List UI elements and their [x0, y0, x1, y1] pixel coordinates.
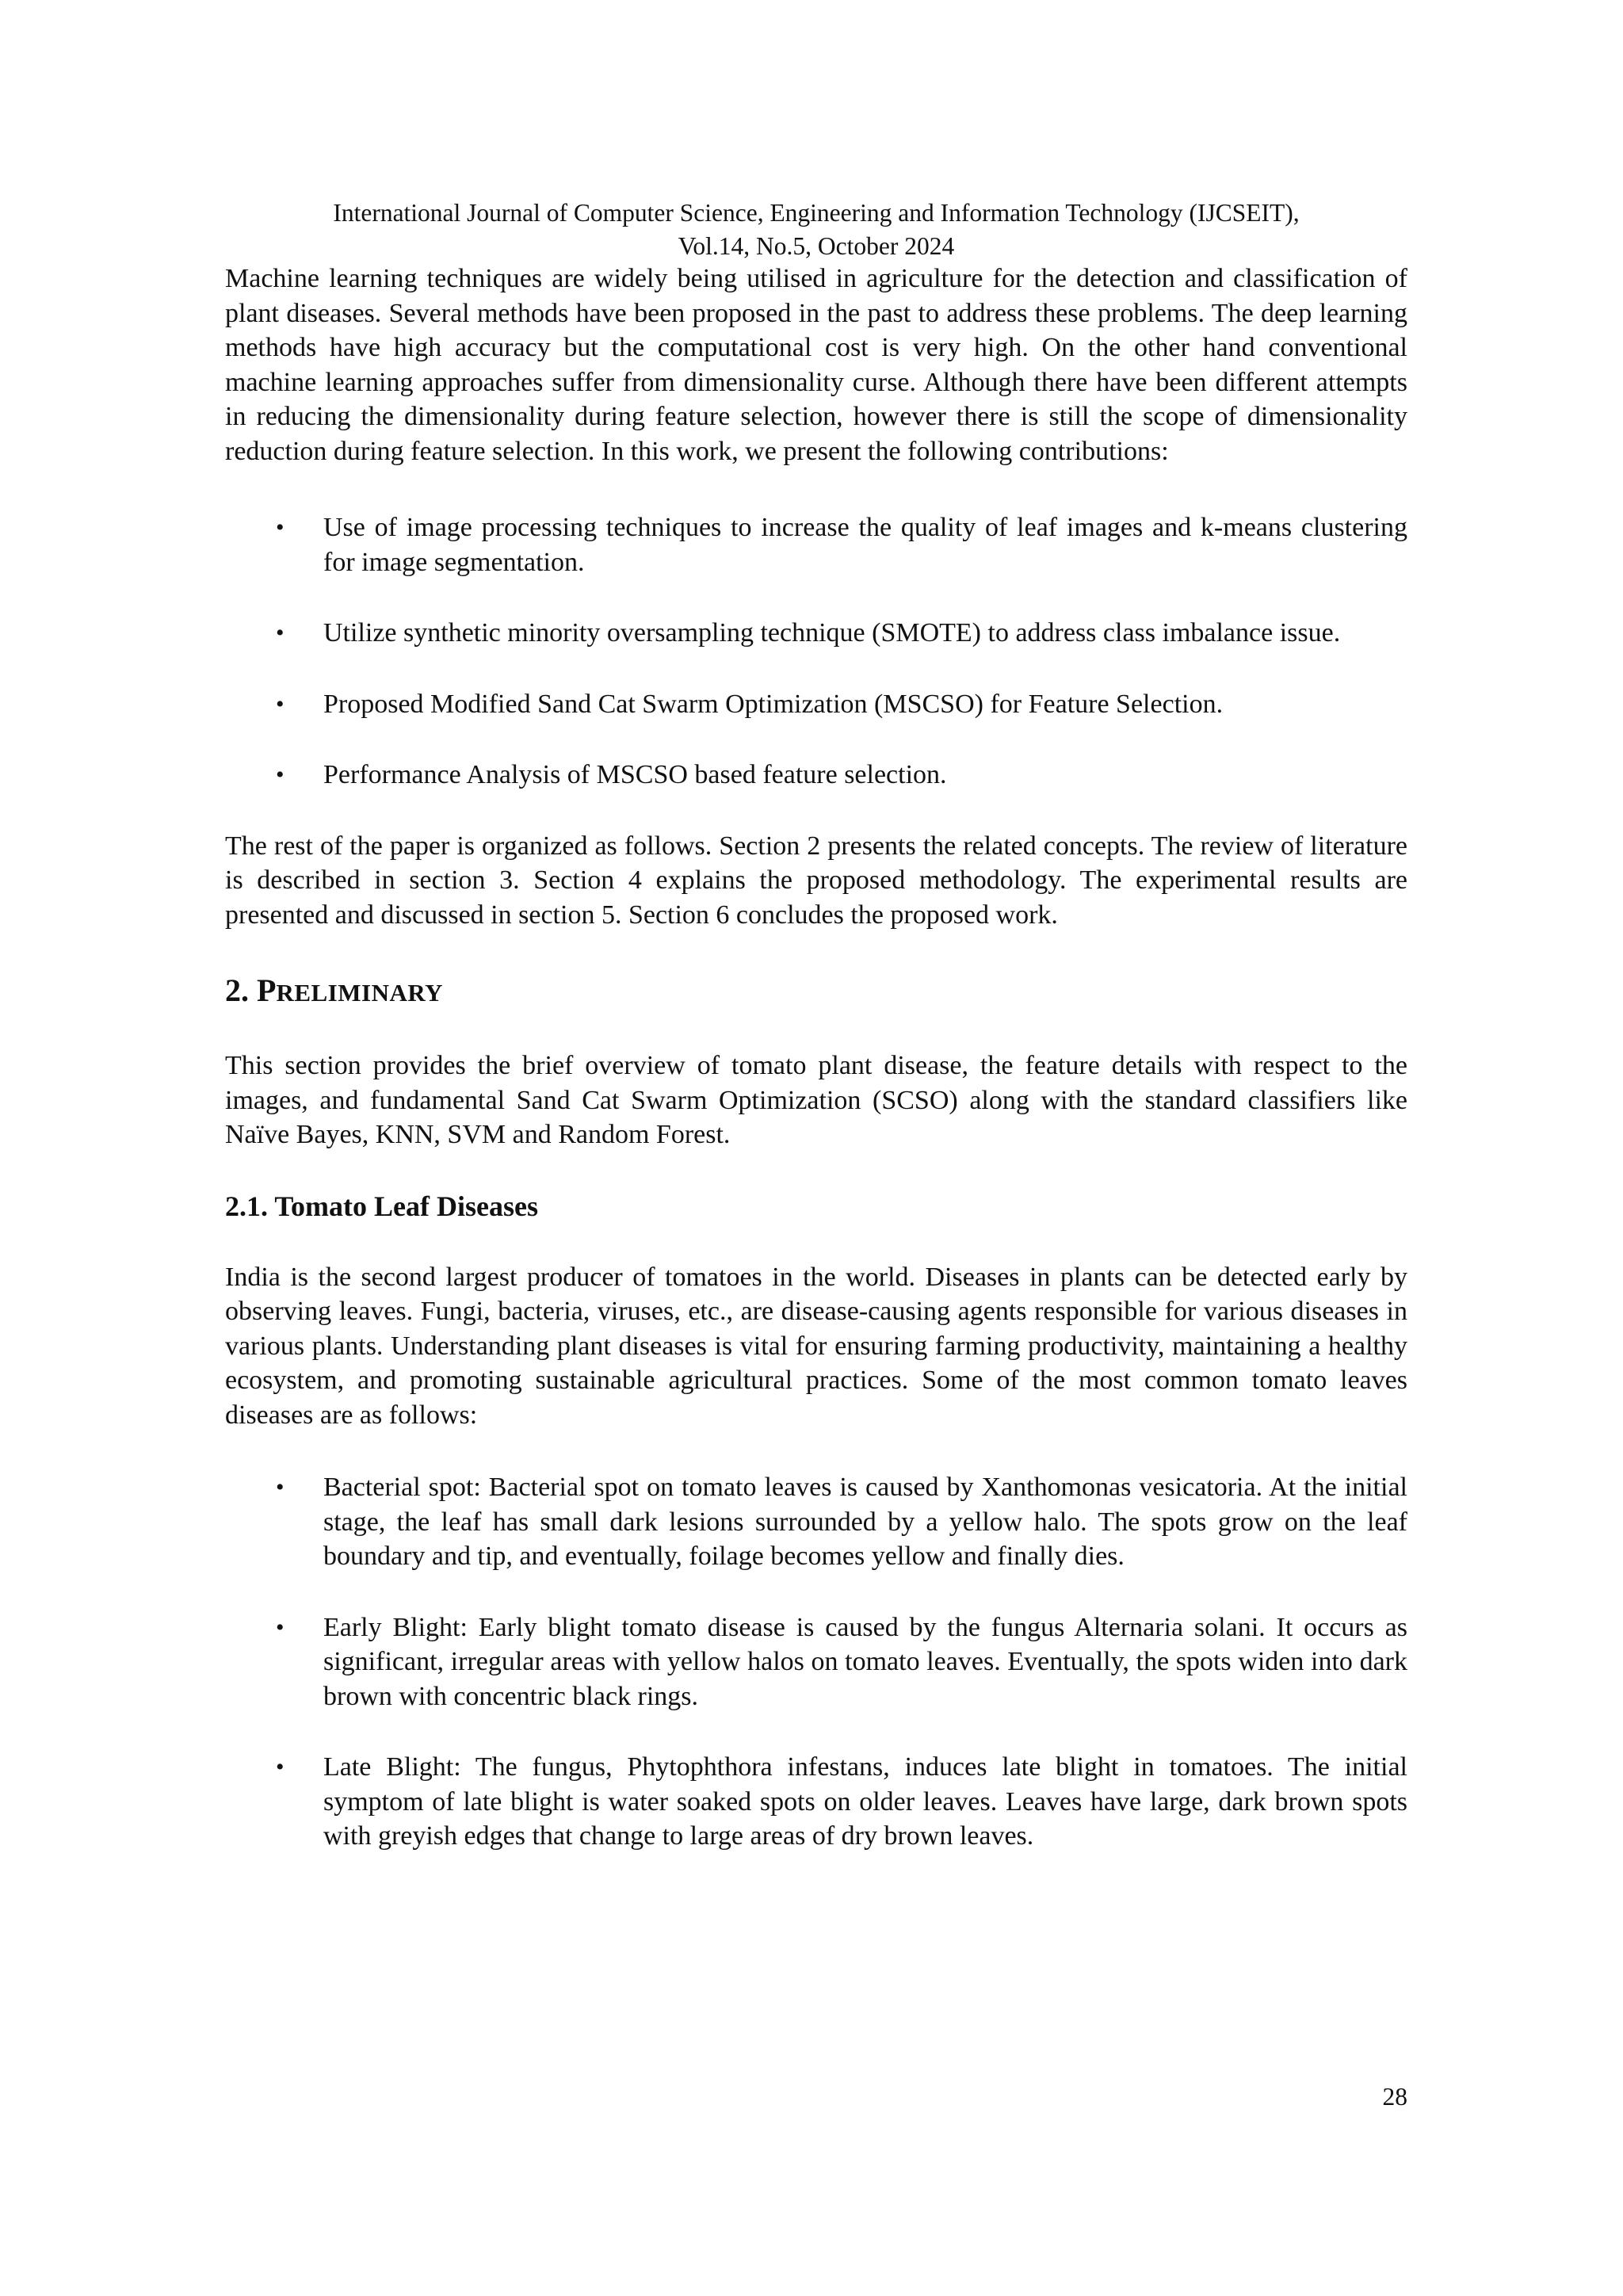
list-item-text: Early Blight: Early blight tomato disease is caused by the fungus Alternaria solani. It occurs as significant, irregular areas with yellow halos on tomato leaves. Eventually, the spots widen into dark brown with concentric black rings.: [323, 1612, 1407, 1711]
bullet-icon: •: [276, 762, 285, 788]
list-item: [225, 687, 1407, 722]
section-heading: [225, 972, 1407, 1012]
journal-volume-line: Vol.14, No.5, October 2024: [678, 232, 955, 260]
list-item-text: Utilize synthetic minority oversampling technique (SMOTE) to address class imbalance issue.: [323, 618, 1341, 648]
bullet-icon: •: [276, 690, 285, 717]
list-item-text: Late Blight: The fungus, Phytophthora infestans, induces late blight in tomatoes. The initial symptom of late blight is water soaked spots on older leaves. Leaves have large, dark brown spots with greyish edges that change to large areas of dry brown leaves.: [323, 1752, 1407, 1851]
bullet-icon: •: [276, 1754, 285, 1780]
organization-paragraph: The rest of the paper is organized as follows. Section 2 presents the related concepts. The review of literature is described in section 3. Section 4 explains the proposed methodology. The experimental results are presented and discussed in section 5. Section 6 concludes the proposed work.: [225, 831, 1407, 930]
contributions-list: [225, 510, 1407, 793]
bullet-icon: •: [276, 1474, 285, 1500]
section-title-rest: RELIMINARY: [276, 979, 444, 1007]
intro-paragraph: Machine learning techniques are widely being utilised in agriculture for the detection and classification of plant diseases. Several methods have been proposed in the past to address these problems. The deep learning methods have high accuracy but the computational cost is very high. On the other hand conventional machine learning approaches suffer from dimensionality curse. Although there have been different attempts in reducing the dimensionality during feature selection, however there is still the scope of dimensionality reduction during feature selection. In this work, we present the following contributions:: [225, 264, 1407, 466]
subsection-heading: 2.1. Tomato Leaf Diseases: [225, 1190, 538, 1222]
page-number: 28: [1382, 2083, 1407, 2111]
journal-title-line: International Journal of Computer Science, Engineering and Information Technology (IJCSEIT),: [333, 199, 1300, 227]
running-header: [225, 197, 1407, 263]
list-item-text: Proposed Modified Sand Cat Swarm Optimization (MSCSO) for Feature Selection.: [323, 689, 1224, 719]
list-item-text: Performance Analysis of MSCSO based feature selection.: [323, 760, 947, 789]
list-item-text: Use of image processing techniques to increase the quality of leaf images and k-means clustering for image segmentation.: [323, 513, 1407, 577]
bullet-icon: •: [276, 514, 285, 541]
page-content: [225, 262, 1407, 1890]
section-number: 2.: [225, 972, 257, 1008]
list-item: [225, 1610, 1407, 1714]
section-title-initial: P: [257, 972, 277, 1008]
list-item: [225, 1750, 1407, 1854]
list-item: [225, 758, 1407, 793]
list-item: [225, 1470, 1407, 1574]
list-item: [225, 616, 1407, 651]
bullet-icon: •: [276, 1614, 285, 1641]
list-item-text: Bacterial spot: Bacterial spot on tomato leaves is caused by Xanthomonas vesicatoria. At the initial stage, the leaf has small dark lesions surrounded by a yellow halo. The spots grow on the leaf boundary and tip, and eventually, foilage becomes yellow and finally dies.: [323, 1473, 1407, 1571]
bullet-icon: •: [276, 620, 285, 646]
list-item: [225, 510, 1407, 579]
diseases-list: [225, 1470, 1407, 1854]
tomato-diseases-paragraph: India is the second largest producer of tomatoes in the world. Diseases in plants can be detected early by observing leaves. Fungi, bacteria, viruses, etc., are disease-causing agents responsible for various diseases in various plants. Understanding plant diseases is vital for ensuring farming productivity, maintaining a healthy ecosystem, and promoting sustainable agricultural practices. Some of the most common tomato leaves diseases are as follows:: [225, 1262, 1407, 1430]
preliminary-paragraph: This section provides the brief overview of tomato plant disease, the feature details with respect to the images, and fundamental Sand Cat Swarm Optimization (SCSO) along with the standard classifiers like Naïve Bayes, KNN, SVM and Random Forest.: [225, 1051, 1407, 1149]
